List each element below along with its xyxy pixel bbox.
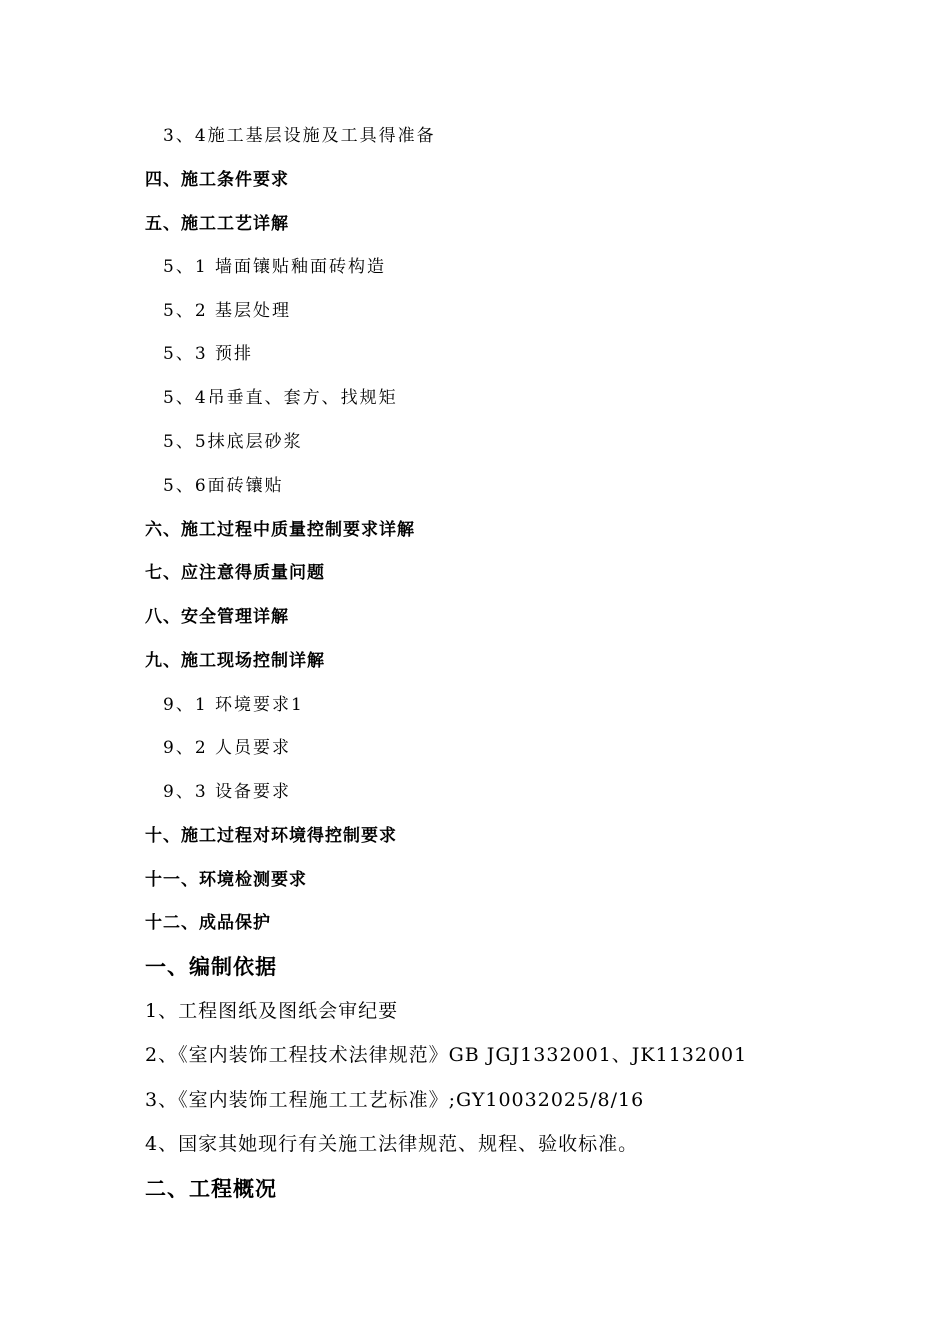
toc-item: 5、2 基层处理 (163, 301, 292, 321)
toc-item: 9、1 环境要求1 (163, 695, 304, 715)
toc-item: 十、施工过程对环境得控制要求 (145, 826, 397, 846)
toc-item: 9、3 设备要求 (163, 782, 292, 802)
toc-item: 十二、成品保护 (145, 913, 271, 933)
basis-item: 4、国家其她现行有关施工法律规范、规程、验收标准。 (145, 1133, 639, 1155)
toc-item: 5、4吊垂直、套方、找规矩 (163, 388, 398, 408)
toc-item: 五、施工工艺详解 (145, 214, 289, 234)
toc-item: 5、5抹底层砂浆 (163, 432, 303, 452)
toc-item: 七、应注意得质量问题 (145, 563, 325, 583)
toc-item: 5、6面砖镶贴 (163, 476, 284, 496)
toc-item: 5、1 墙面镶贴釉面砖构造 (163, 257, 387, 277)
basis-item: 2、《室内装饰工程技术法律规范》GB JGJ1332001、JK1132001 (145, 1044, 748, 1066)
toc-item: 四、施工条件要求 (145, 170, 289, 190)
section-heading: 一、编制依据 (145, 955, 277, 979)
basis-item: 3、《室内装饰工程施工工艺标准》;GY10032025/8/16 (145, 1089, 645, 1111)
toc-item: 3、4施工基层设施及工具得准备 (163, 126, 436, 146)
toc-item: 八、安全管理详解 (145, 607, 289, 627)
toc-item: 9、2 人员要求 (163, 738, 292, 758)
toc-item: 九、施工现场控制详解 (145, 651, 325, 671)
toc-item: 5、3 预排 (163, 344, 254, 364)
section-heading: 二、工程概况 (145, 1177, 277, 1201)
toc-item: 六、施工过程中质量控制要求详解 (145, 520, 415, 540)
toc-item: 十一、环境检测要求 (145, 870, 307, 890)
basis-item: 1、工程图纸及图纸会审纪要 (145, 1000, 399, 1022)
